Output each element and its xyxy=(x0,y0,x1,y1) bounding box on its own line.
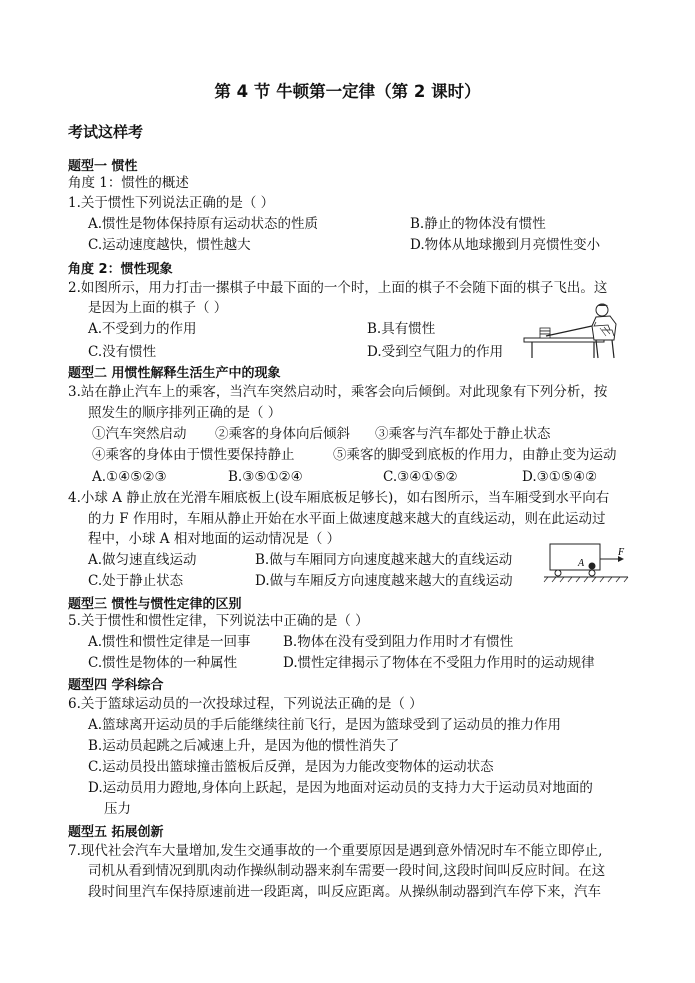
question-1-option-d: D.物体从地球搬到月亮惯性变小 xyxy=(410,237,601,253)
cart-figure-label-a: A xyxy=(578,558,585,569)
question-5-option-d: D.惯性定律揭示了物体在不受阻力作用时的运动规律 xyxy=(283,655,595,671)
question-3-step-4: ④乘客的身体由于惯性要保持静止 xyxy=(92,447,295,463)
question-6-option-d-cont: 压力 xyxy=(104,801,131,817)
question-3-step-1: ①汽车突然启动 xyxy=(92,426,187,442)
question-2-option-b: B.具有惯性 xyxy=(367,321,436,337)
question-4-option-b: B.做与车厢同方向速度越来越大的直线运动 xyxy=(255,552,513,568)
question-2-option-d: D.受到空气阻力的作用 xyxy=(367,344,504,360)
question-5-option-b: B.物体在没有受到阻力作用时才有惯性 xyxy=(283,634,514,650)
question-2-option-c: C.没有惯性 xyxy=(88,344,157,360)
question-4-option-a: A.做匀速直线运动 xyxy=(88,552,197,568)
page-title: 第 4 节 牛顿第一定律（第 2 课时） xyxy=(214,82,481,101)
question-6-option-d: D.运动员用力蹬地,身体向上跃起，是因为地面对运动员的支持力大于运动员对地面的 xyxy=(88,780,593,796)
question-7-line-2: 司机从看到情况到肌肉动作操纵制动器来刹车需要一段时间,这段时间叫反应时间。在这 xyxy=(88,863,606,879)
category-heading-4: 题型四 学科综合 xyxy=(68,678,164,693)
question-7-line-1: 7.现代社会汽车大量增加,发生交通事故的一个重要原因是遇到意外情况时车不能立即停止, xyxy=(68,843,603,859)
question-1-option-c: C.运动速度越快，惯性越大 xyxy=(88,237,251,253)
question-3-option-a: A.①④⑤②③ xyxy=(92,469,167,485)
question-1-option-a: A.惯性是物体保持原有运动状态的性质 xyxy=(88,216,319,232)
question-3-step-5: ⑤乘客的脚受到底板的作用力，由静止变为运动 xyxy=(333,447,617,463)
category-heading-1: 题型一 惯性 xyxy=(68,159,138,174)
question-3-stem-cont: 照发生的顺序排列正确的是（ ） xyxy=(88,405,282,421)
cart-figure-label-f: F xyxy=(618,547,625,558)
question-5-option-a: A.惯性和惯性定律是一回事 xyxy=(88,634,251,650)
question-3-stem: 3.站在静止汽车上的乘客，当汽车突然启动时，乘客会向后倾倒。对此现象有下列分析，按 xyxy=(68,384,608,400)
question-4-line-2: 的力 F 作用时，车厢从静止开始在水平面上做速度越来越大的直线运动，则在此运动过 xyxy=(88,511,606,527)
question-1-option-b: B.静止的物体没有惯性 xyxy=(410,216,546,232)
question-5-option-c: C.惯性是物体的一种属性 xyxy=(88,655,238,671)
cart-figure xyxy=(542,542,632,584)
question-4-line-3: 程中，小球 A 相对地面的运动情况是（ ） xyxy=(88,531,341,547)
category-heading-3: 题型三 惯性与惯性定律的区别 xyxy=(68,597,242,612)
question-1-stem: 1.关于惯性下列说法正确的是（ ） xyxy=(68,195,275,211)
question-3-option-c: C.③④①⑤② xyxy=(383,469,458,485)
question-6-option-b: B.运动员起跳之后减速上升，是因为他的惯性消失了 xyxy=(88,738,400,754)
question-4-option-d: D.做与车厢反方向速度越来越大的直线运动 xyxy=(255,573,513,589)
question-2-option-a: A.不受到力的作用 xyxy=(88,321,197,337)
question-3-option-b: B.③⑤①②④ xyxy=(228,469,303,485)
question-3-step-2: ②乘客的身体向后倾斜 xyxy=(215,426,350,442)
angle-heading-2: 角度 2：惯性现象 xyxy=(68,262,173,277)
section-heading: 考试这样考 xyxy=(68,123,144,141)
question-6-option-c: C.运动员投出篮球撞击篮板后反弹，是因为力能改变物体的运动状态 xyxy=(88,759,494,775)
question-6-stem: 6.关于篮球运动员的一次投球过程，下列说法正确的是（ ） xyxy=(68,696,423,712)
question-5-stem: 5.关于惯性和惯性定律，下列说法中正确的是（ ） xyxy=(68,613,369,629)
question-4-line-1: 4.小球 A 静止放在光滑车厢底板上(设车厢底板足够长)，如右图所示，当车厢受到水平向右 xyxy=(68,490,610,506)
question-3-option-d: D.③①⑤④② xyxy=(522,469,598,485)
question-6-option-a: A.篮球离开运动员的手后能继续往前飞行，是因为篮球受到了运动员的推力作用 xyxy=(88,717,562,733)
category-heading-5: 题型五 拓展创新 xyxy=(68,825,164,840)
chess-strike-figure xyxy=(522,300,632,360)
angle-heading-1: 角度 1：惯性的概述 xyxy=(68,175,189,191)
question-2-stem-cont: 是因为上面的棋子（ ） xyxy=(88,300,228,316)
question-3-step-3: ③乘客与汽车都处于静止状态 xyxy=(375,426,551,442)
question-2-stem: 2.如图所示，用力打击一摞棋子中最下面的一个时，上面的棋子不会随下面的棋子飞出。这 xyxy=(68,280,608,296)
question-4-option-c: C.处于静止状态 xyxy=(88,573,184,589)
question-7-line-3: 段时间里汽车保持原速前进一段距离，叫反应距离。从操纵制动器到汽车停下来，汽车 xyxy=(88,884,601,900)
category-heading-2: 题型二 用惯性解释生活生产中的现象 xyxy=(68,366,281,381)
